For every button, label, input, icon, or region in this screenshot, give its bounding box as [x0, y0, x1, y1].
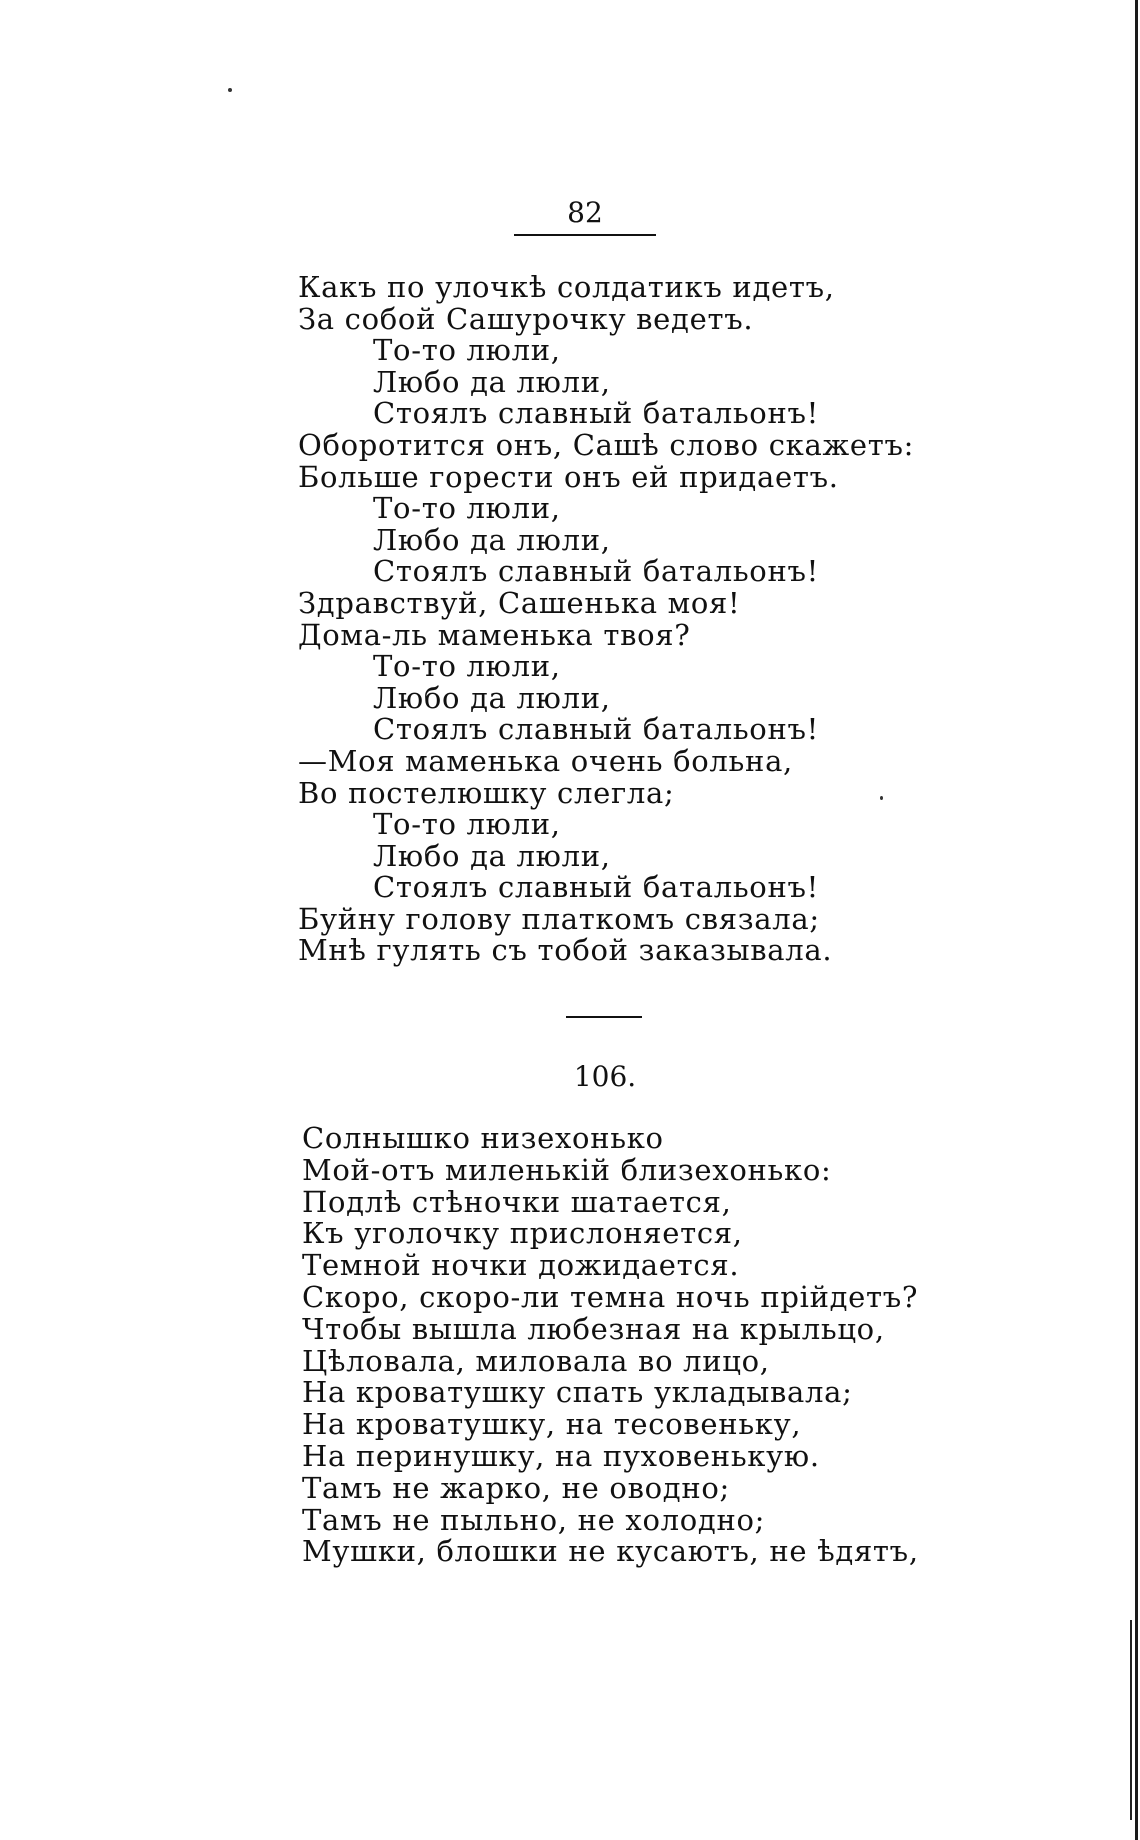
verse-line: Во постелюшку слегла; [298, 775, 675, 810]
verse-line: Оборотится онъ, Сашѣ слово скажетъ: [298, 427, 915, 462]
verse-line: На перинушку, на пуховенькую. [302, 1438, 820, 1473]
refrain-line: Стоялъ славный батальонъ! [373, 870, 820, 905]
verse-line: Здравствуй, Сашенька моя! [298, 585, 741, 620]
song-continued-text [298, 272, 914, 967]
verse-line: Къ уголочку прислоняется, [302, 1216, 743, 1251]
verse-line: Дома-ль маменька твоя? [298, 617, 691, 652]
verse-line: Мой-отъ миленькій близехонько: [302, 1152, 832, 1187]
refrain-line: То-то люли, [373, 649, 561, 684]
verse-line: Подлѣ стѣночки шатается, [302, 1184, 732, 1219]
refrain-line: Любо да люли, [373, 522, 611, 557]
verse-line: Цѣловала, миловала во лицо, [302, 1343, 770, 1378]
refrain-line: Любо да люли, [373, 364, 611, 399]
refrain-line: Любо да люли, [373, 838, 611, 873]
refrain-line: Стоялъ славный батальонъ! [373, 554, 820, 589]
verse-line: —Моя маменька очень больна, [298, 743, 793, 778]
verse-line: За собой Сашурочку ведетъ. [298, 301, 754, 336]
verse-line: На кроватушку, на тесовеньку, [302, 1407, 802, 1442]
page-edge-line [1135, 0, 1138, 1840]
verse-line: Скоро, скоро-ли темна ночь прійдетъ? [302, 1279, 919, 1314]
refrain-line: Стоялъ славный батальонъ! [373, 396, 820, 431]
verse-line: На кроватушку спать укладывала; [302, 1375, 853, 1410]
refrain-line: То-то люли, [373, 807, 561, 842]
page-number: 82 [567, 196, 603, 229]
verse-line: Мушки, блошки не кусаютъ, не ѣдятъ, [302, 1534, 919, 1569]
verse-line: Мнѣ гулять съ тобой заказывала. [298, 933, 833, 968]
verse-line: Темной ночки дожидается. [302, 1248, 740, 1283]
verse-line: Тамъ не жарко, не оводно; [302, 1470, 730, 1505]
verse-line: Больше горести онъ ей придаетъ. [298, 459, 839, 494]
song-106-text [302, 1123, 919, 1568]
refrain-line: Стоялъ славный батальонъ! [373, 712, 820, 747]
song-number: 106. [573, 1060, 637, 1093]
page-number-rule [514, 234, 656, 236]
refrain-line: То-то люли, [373, 491, 561, 526]
refrain-line: Любо да люли, [373, 680, 611, 715]
refrain-line: То-то люли, [373, 333, 561, 368]
page-edge-line-lower [1130, 1620, 1132, 1820]
verse-line: Тамъ не пыльно, не холодно; [302, 1502, 766, 1537]
verse-line: Буйну голову платкомъ связала; [298, 901, 820, 936]
verse-line: Какъ по улочкѣ солдатикъ идетъ, [298, 270, 835, 304]
verse-line: Солнышко низехонько [302, 1121, 664, 1155]
verse-line: Чтобы вышла любезная на крыльцо, [302, 1311, 885, 1346]
scan-speck [228, 88, 232, 92]
section-divider [566, 1016, 642, 1018]
